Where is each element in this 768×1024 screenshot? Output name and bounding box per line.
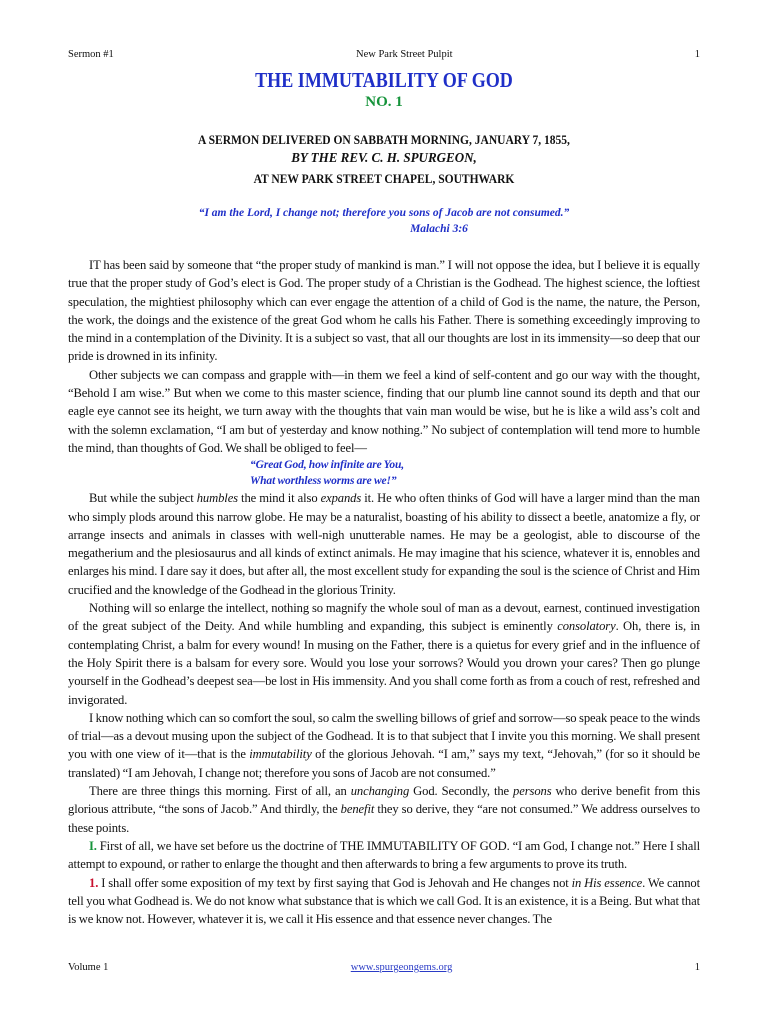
paragraph: There are three things this morning. First of all, an unchanging God. Secondly, the persons who derive benefit from this glorious attribute, “the sons of Jacob.” And thirdly, the benefit they so derive, they “are not consumed.” We address ourselves to these points.: [68, 784, 701, 835]
delivery-line: A SERMON DELIVERED ON SABBATH MORNING, JANUARY 7, 1855,: [198, 133, 570, 147]
paragraph: I. First of all, we have set before us the doctrine of THE IMMUTABILITY OF GOD. “I am God, I change not.” Here I shall attempt to expound, or rather to enlarge the thought and then afterwards to bring a few arguments to prove its truth.: [68, 838, 700, 872]
author-line: BY THE REV. C. H. SPURGEON,: [291, 151, 477, 166]
website-link[interactable]: www.spurgeongems.org: [350, 962, 453, 973]
sermon-title: THE IMMUTABILITY OF GOD: [255, 68, 513, 92]
header-sermon-number: Sermon #1: [68, 49, 114, 60]
paragraph: Nothing will so enlarge the intellect, nothing so magnify the whole soul of man as a devout, earnest, continued investigation of the great subject of the Deity. And while humbling and expanding, this subject is eminently consolatory. Oh, there is, in contemplating Christ, a balm for every wound! In musing on the Father, there is a quietus for every grief and in the influence of the Holy Spirit there is a balsam for every sore. Would you lose your sorrows? Would you drown your cares? Then go plunge yourself in the Godhead’s deepest sea—be lost in His immensity. And you shall come forth as from a couch of rest, refreshed and invigorated.: [68, 601, 701, 707]
sermon-number: NO. 1: [365, 94, 403, 110]
paragraph: I know nothing which can so comfort the soul, so calm the swelling billows of grief and sorrow—so speak peace to the winds of trial—as a devout musing upon the subject of the Godhead. It is to that subject that I invite you this morning. We shall present you with one view of it—that is the immutability of the glorious Jehovah. “I am,” says my text, “Jehovah,” (for so it should be translated) “I am Jehovah, I change not; therefore you sons of Jacob are not consumed.”: [68, 710, 700, 780]
scripture-text: [68, 205, 700, 237]
footer-volume: Volume 1: [68, 962, 109, 973]
sermon-body: [68, 256, 700, 928]
header-page-number: 1: [694, 49, 700, 60]
header-publication: New Park Street Pulpit: [356, 49, 453, 60]
location-line: AT NEW PARK STREET CHAPEL, SOUTHWARK: [253, 172, 515, 186]
poem-line: “Great God, how infinite are You,: [250, 459, 405, 472]
running-footer: [68, 962, 700, 973]
point-numeral: 1.: [89, 875, 99, 890]
page: [68, 0, 700, 1024]
paragraph: 1. I shall offer some exposition of my text by first saying that God is Jehovah and He changes not in His essence. We cannot tell you what Godhead is. We do not know what substance that is which we call God. It is an existence, it is a Being. But what that is we know not. However, whatever it is, we call it His essence and that essence never changes. The: [68, 875, 700, 927]
paragraph: Other subjects we can compass and grapple with—in them we feel a kind of self-content and go our way with the thought, “Behold I am wise.” But when we come to this master science, finding that our plumb line cannot sound its depth and that our eagle eye cannot see its height, we turn away with the thoughts that vain man would be wise, but he is like a wild ass’s colt and with the solemn exclamation, “I am but of yesterday and know nothing.” No subject of contemplation will tend more to humble the mind, than thoughts of God. We shall be obliged to feel—: [68, 367, 700, 455]
running-header: [68, 49, 700, 60]
poem-line: What worthless worms are we!”: [250, 475, 397, 488]
footer-page-number: 1: [694, 962, 700, 973]
scripture-quote: “I am the Lord, I change not; therefore you sons of Jacob are not consumed.”: [198, 207, 570, 219]
paragraph: IT has been said by someone that “the proper study of mankind is man.” I will not oppose the idea, but I believe it is equally true that the proper study of God’s elect is God. The proper study of a Christian is the Godhead. The highest science, the loftiest speculation, the mightiest philosophy which can ever engage the attention of a child of God is the name, the nature, the Person, the work, the doings and the existence of the great God whom he calls his Father. There is something exceedingly improving to the mind in a contemplation of the Divinity. It is a subject so vast, that all our thoughts are lost in its immensity—so deep that our pride is drowned in its infinity.: [68, 258, 700, 364]
scripture-reference: Malachi 3:6: [410, 223, 468, 235]
paragraph: But while the subject humbles the mind it also expands it. He who often thinks of God will have a larger mind than the man who simply plods around this narrow globe. He may be a naturalist, boasting of his ability to dissect a beetle, anatomize a fly, or arrange insects and animals in classes with well-nigh unutterable names. He may be a geologist, able to discourse of the megatherium and the plesiosaurus and all kinds of extinct animals. He may imagine that his science, whatever it is, ennobles and enlarges his mind. I dare say it does, but after all, the most excellent study for expanding the soul is the science of Christ and Him crucified and the knowledge of the Godhead in the glorious Trinity.: [68, 491, 700, 597]
section-numeral: I.: [89, 838, 97, 853]
